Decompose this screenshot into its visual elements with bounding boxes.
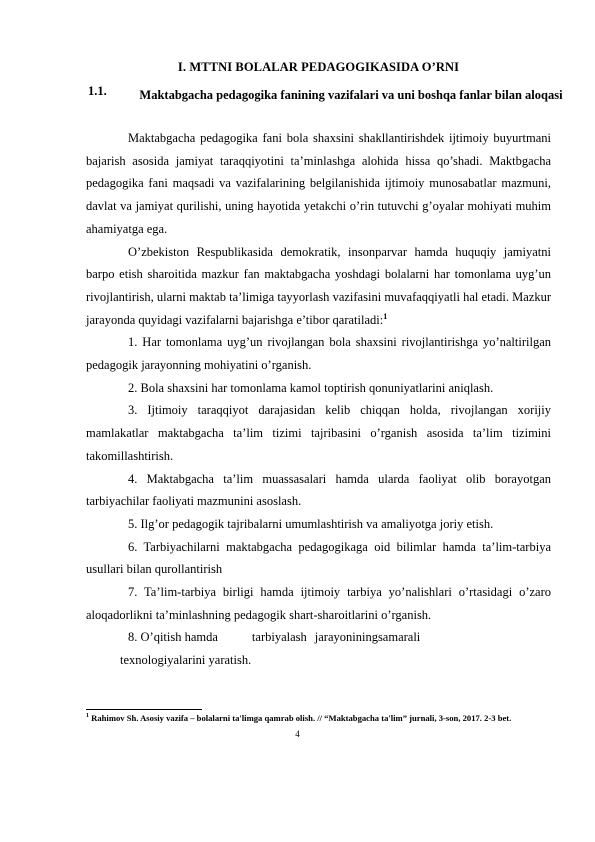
- footnote-separator: [86, 709, 202, 710]
- task-item: 4. Maktabgacha ta’lim muassasalari hamda ularda faoliyat olib borayotgan tarbiyachilar faoliyati mazmunini asoslash.: [86, 471, 551, 509]
- section-number: 1.1.: [88, 84, 107, 98]
- task-item: [86, 626, 551, 649]
- task-item: 6. Tarbiyachilarni maktabgacha pedagogikaga oid bilimlar hamda ta’lim-tarbiya usullari bilan qurollantirish: [86, 539, 551, 577]
- task-8-part: tarbiyalash: [251, 630, 307, 645]
- task-item: 1. Har tomonlama uyg’un rivojlangan bola shaxsini rivojlantirishga yo’naltirilgan pedagogik jarayonning mohiyatini o’rganish.: [86, 335, 551, 373]
- paragraph-text: O’zbekiston Respublikasida demokratik, insonparvar hamda huquqiy jamiyatni barpo etish sharoitida mazkur fan maktabgacha yoshdagi bolalarni har tomonlama uyg’un rivojlantirish, ularni maktab ta’limiga tayyorlash vazifasini muvafaqqiyatli hal etadi. Mazkur jarayonda quyidagi vazifalarni bajarishga e’tibor qaratiladi:: [86, 244, 551, 327]
- footnote: [86, 713, 556, 724]
- section-title: Maktabgacha pedagogika fanining vazifalari va uni boshqa fanlar bilan aloqasi: [139, 88, 563, 102]
- body-text: [86, 127, 551, 672]
- chapter-title: I. MTTNI BOLALAR PEDAGOGIKASIDA O’RNI: [177, 60, 460, 74]
- task-8-part: 8. O’qitish hamda: [128, 630, 218, 645]
- footnote-reference[interactable]: 1: [383, 311, 388, 321]
- paragraph: Maktabgacha pedagogika fani bola shaxsini shakllantirishdek ijtimoiy buyurtmani bajarish asosida jamiyat taraqqiyotini ta’minlashga alohida hissa qo’shadi. Maktbgacha pedagogika fani maqsadi va vazifalarining belgilanishida ijtimoiy munosabatlar mazmuni, davlat va jamiyat qurilishi, uning hayotida yetakchi o’rin tutuvchi g’oyalar mohiyati muhim ahamiyatga ega.: [86, 131, 551, 236]
- task-item: 7. Ta’lim-tarbiya birligi hamda ijtimoiy tarbiya yo’nalishlari o’rtasidagi o’zaro aloqadorlikni ta’minlashning pedagogik shart-sharoitlarini o’rganish.: [86, 585, 551, 622]
- paragraph: [86, 241, 551, 332]
- task-item: 5. Ilg’or pedagogik tajribalarni umumlashtirish va amaliyotga joriy etish.: [128, 516, 494, 531]
- page-number: 4: [295, 729, 300, 739]
- task-item: 2. Bola shaxsini har tomonlama kamol toptirish qonuniyatlarini aniqlash.: [128, 380, 494, 395]
- task-8-continuation: texnologiyalarini yaratish.: [120, 653, 252, 668]
- task-item: 3. Ijtimoiy taraqqiyot darajasidan kelib chiqqan holda, rivojlangan xorijiy mamlakatlar maktabgacha ta’lim tizimi tajribasini o’rganish asosida ta’lim tizimini takomillashtirish.: [86, 403, 551, 463]
- footnote-text: Rahimov Sh. Asosiy vazifa – bolalarni ta'limga qamrab olish. // “Maktabgacha ta'lim” jurnali, 3-son, 2017. 2-3 bet.: [89, 713, 512, 723]
- task-8-part: jarayoniningsamarali: [314, 630, 421, 645]
- footnote-mark: 1: [86, 713, 89, 720]
